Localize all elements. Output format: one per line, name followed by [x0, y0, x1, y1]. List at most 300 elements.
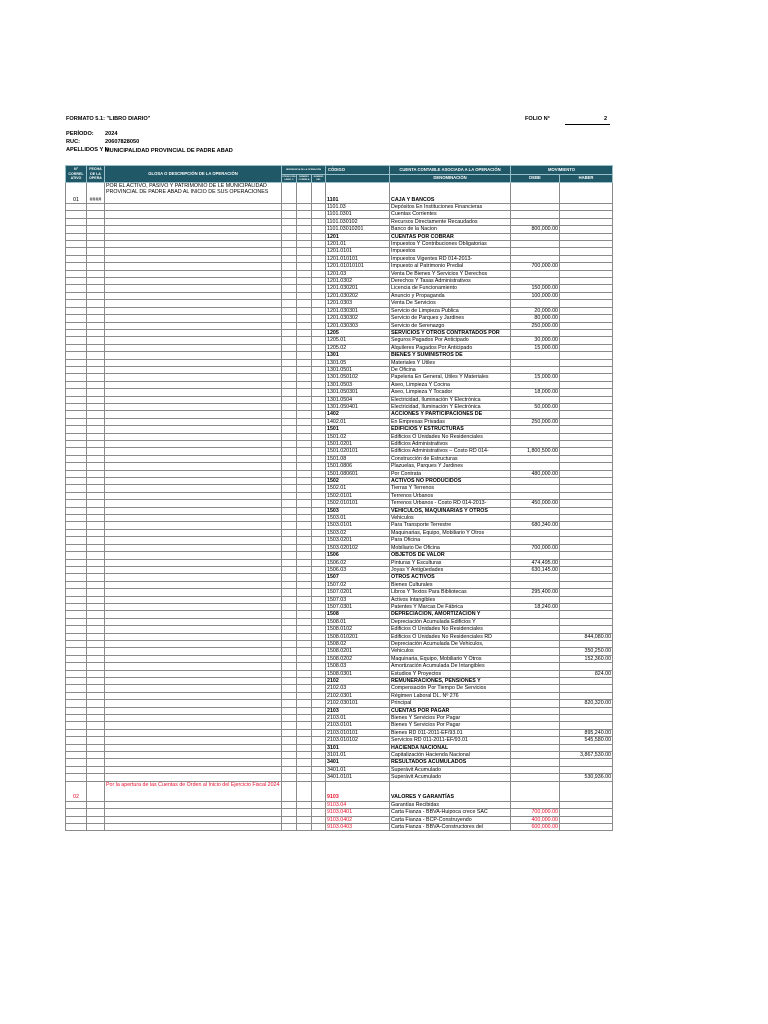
ledger-row: [66, 292, 613, 299]
codigo-cell: 1101.030102: [326, 218, 390, 225]
haber-cell: [560, 233, 613, 240]
glosa-cell: [105, 663, 282, 670]
ref-numero-cell: [297, 574, 312, 581]
ledger-row: [66, 270, 613, 277]
ledger-row: [66, 204, 613, 211]
ref-doc-cell: [312, 374, 326, 381]
ref-doc-cell: [312, 529, 326, 536]
denominacion-cell: REMUNERACIONES, PENSIONES Y: [390, 678, 511, 685]
ref-doc-cell: [312, 411, 326, 418]
ledger-row: [66, 352, 613, 359]
ref-doc-cell: [312, 722, 326, 729]
ledger-row: [66, 478, 613, 485]
glosa-cell: [105, 211, 282, 218]
ref-numero-cell: [297, 366, 312, 373]
ledger-row: [66, 285, 613, 292]
ref-numero-cell: [297, 626, 312, 633]
ref-numero-cell: [297, 344, 312, 351]
fecha-cell: [87, 218, 105, 225]
codigo-cell: 1301.050401: [326, 403, 390, 410]
haber-cell: [560, 396, 613, 403]
ref-numero-cell: [297, 218, 312, 225]
ref-numero-cell: [297, 707, 312, 714]
ref-numero-cell: [297, 396, 312, 403]
ref-doc-cell: [312, 478, 326, 485]
ref-libro-cell: [282, 700, 297, 707]
ref-doc-cell: [312, 700, 326, 707]
debe-cell: 18,000.00: [511, 389, 560, 396]
correlativo-cell: [66, 816, 87, 823]
ref-numero-cell: [297, 823, 312, 830]
haber-cell: [560, 544, 613, 551]
ref-numero-cell: [297, 537, 312, 544]
denominacion-cell: Servicios RD 011-2011-EF/93.01: [390, 737, 511, 744]
denominacion-cell: Edificios O Unidades No Residenciales: [390, 433, 511, 440]
ledger-row: [66, 581, 613, 588]
correlativo-cell: [66, 522, 87, 529]
ref-doc-cell: [312, 596, 326, 603]
debe-cell: [511, 626, 560, 633]
fecha-cell: [87, 692, 105, 699]
ref-numero-cell: [297, 300, 312, 307]
glosa-cell: [105, 766, 282, 773]
ref-libro-cell: [282, 315, 297, 322]
ref-numero-cell: [297, 633, 312, 640]
ref-numero-cell: [297, 183, 312, 204]
denominacion-cell: Depreciación Acumulada De Vehiculos,: [390, 640, 511, 647]
codigo-cell: 1501.080601: [326, 470, 390, 477]
ledger-row: [66, 823, 613, 830]
denominacion-cell: Bienes Y Servicios Por Pagar: [390, 715, 511, 722]
fecha-cell: [87, 441, 105, 448]
ref-doc-cell: [312, 270, 326, 277]
ref-libro-cell: [282, 218, 297, 225]
correlativo-cell: [66, 537, 87, 544]
haber-cell: [560, 278, 613, 285]
codigo-cell: 1201.010101: [326, 255, 390, 262]
correlativo-cell: [66, 774, 87, 781]
fecha-cell: [87, 809, 105, 816]
ref-doc-cell: [312, 285, 326, 292]
correlativo-cell: [66, 322, 87, 329]
correlativo-cell: [66, 352, 87, 359]
fecha-cell: [87, 278, 105, 285]
debe-cell: 30,000.00: [511, 337, 560, 344]
denominacion-cell: Principal: [390, 700, 511, 707]
ref-libro-cell: [282, 611, 297, 618]
haber-cell: [560, 552, 613, 559]
fecha-cell: [87, 463, 105, 470]
denominacion-cell: Papeleria En General, Utiles Y Materiales: [390, 374, 511, 381]
ref-libro-cell: [282, 515, 297, 522]
glosa-cell: [105, 618, 282, 625]
glosa-cell: [105, 633, 282, 640]
debe-cell: [511, 737, 560, 744]
glosa-cell: [105, 441, 282, 448]
ref-doc-cell: [312, 737, 326, 744]
fecha-cell: [87, 552, 105, 559]
ref-libro-cell: [282, 766, 297, 773]
correlativo-cell: [66, 737, 87, 744]
codigo-cell: 1507.0301: [326, 603, 390, 610]
ref-libro-cell: [282, 559, 297, 566]
ledger-row: [66, 596, 613, 603]
denominacion-cell: Superávit Acumulado: [390, 766, 511, 773]
glosa-cell: POR EL ACTIVO, PASIVO Y PATRIMONIO DE LE MUNICIPALIDAD PROVINCIAL DE PADRE ABAD AL INICIO DE SUS OPERACIONES: [105, 183, 282, 204]
correlativo-cell: [66, 300, 87, 307]
codigo-cell: 1201.0303: [326, 300, 390, 307]
ledger-row: [66, 278, 613, 285]
ref-doc-cell: [312, 441, 326, 448]
denominacion-cell: Aseo, Limpieza Y Tocador: [390, 389, 511, 396]
ref-libro-cell: [282, 744, 297, 751]
codigo-cell: 1402: [326, 411, 390, 418]
denominacion-cell: Cuentas Corrientes: [390, 211, 511, 218]
debe-cell: [511, 218, 560, 225]
codigo-cell: 1508.0201: [326, 648, 390, 655]
correlativo-cell: [66, 389, 87, 396]
correlativo-cell: [66, 344, 87, 351]
ref-doc-cell: [312, 292, 326, 299]
correlativo-cell: [66, 315, 87, 322]
glosa-cell: [105, 611, 282, 618]
fecha-cell: [87, 663, 105, 670]
debe-cell: [511, 752, 560, 759]
ref-numero-cell: [297, 618, 312, 625]
codigo-cell: 1201: [326, 233, 390, 240]
ref-libro-cell: [282, 566, 297, 573]
fecha-cell: [87, 823, 105, 830]
fecha-cell: [87, 241, 105, 248]
codigo-cell: 1402.01: [326, 418, 390, 425]
glosa-cell: [105, 737, 282, 744]
denominacion-cell: Estudios Y Proyectos: [390, 670, 511, 677]
ref-numero-cell: [297, 552, 312, 559]
ref-doc-cell: [312, 500, 326, 507]
debe-cell: [511, 515, 560, 522]
periodo-label: PERÍODO:: [66, 131, 94, 137]
header-denominacion: DENOMINACIÓN: [390, 175, 511, 183]
debe-cell: [511, 478, 560, 485]
ref-libro-cell: [282, 581, 297, 588]
ledger-row: [66, 781, 613, 801]
ref-doc-cell: [312, 752, 326, 759]
debe-cell: [511, 663, 560, 670]
ref-libro-cell: [282, 255, 297, 262]
ref-numero-cell: [297, 729, 312, 736]
ref-doc-cell: [312, 552, 326, 559]
ref-numero-cell: [297, 226, 312, 233]
ref-doc-cell: [312, 463, 326, 470]
ledger-row: [66, 507, 613, 514]
glosa-cell: [105, 581, 282, 588]
debe-cell: [511, 426, 560, 433]
ledger-row: [66, 729, 613, 736]
ledger-row: [66, 552, 613, 559]
codigo-cell: 1507: [326, 574, 390, 581]
fecha-cell: [87, 263, 105, 270]
fecha-cell: [87, 737, 105, 744]
correlativo-cell: [66, 744, 87, 751]
denominacion-cell: Bienes Culturales: [390, 581, 511, 588]
debe-cell: [511, 233, 560, 240]
ref-numero-cell: [297, 485, 312, 492]
fecha-cell: [87, 626, 105, 633]
haber-cell: [560, 315, 613, 322]
correlativo-cell: [66, 574, 87, 581]
debe-cell: 400,000.00: [511, 816, 560, 823]
ref-numero-cell: [297, 700, 312, 707]
codigo-cell: 2103.0101: [326, 722, 390, 729]
ledger-row: [66, 374, 613, 381]
ledger-row: [66, 315, 613, 322]
correlativo-cell: [66, 426, 87, 433]
debe-cell: [511, 722, 560, 729]
denominacion-cell: EDIFICIOS Y ESTRUCTURAS: [390, 426, 511, 433]
header-correlativo: N° CORREL ATIVO: [66, 166, 87, 183]
correlativo-cell: [66, 278, 87, 285]
haber-cell: [560, 816, 613, 823]
ref-numero-cell: [297, 781, 312, 801]
glosa-cell: [105, 559, 282, 566]
glosa-cell: [105, 537, 282, 544]
ref-numero-cell: [297, 759, 312, 766]
denominacion-cell: Libros Y Textos Para Bibliotecas: [390, 589, 511, 596]
ref-libro-cell: [282, 670, 297, 677]
ref-numero-cell: [297, 500, 312, 507]
ref-doc-cell: [312, 537, 326, 544]
ref-libro-cell: [282, 522, 297, 529]
debe-cell: [511, 183, 560, 204]
correlativo-cell: [66, 544, 87, 551]
codigo-cell: 1508.02: [326, 640, 390, 647]
glosa-cell: [105, 322, 282, 329]
denominacion-cell: Pinturas Y Esculturas: [390, 559, 511, 566]
ref-numero-cell: [297, 752, 312, 759]
codigo-cell: 3101.01: [326, 752, 390, 759]
codigo-cell: 2102.03: [326, 685, 390, 692]
ref-numero-cell: [297, 403, 312, 410]
glosa-cell: [105, 396, 282, 403]
ref-numero-cell: [297, 737, 312, 744]
fecha-cell: [87, 411, 105, 418]
haber-cell: [560, 255, 613, 262]
glosa-cell: [105, 700, 282, 707]
codigo-cell: 1301.0503: [326, 381, 390, 388]
debe-cell: 680,340.00: [511, 522, 560, 529]
ref-libro-cell: [282, 596, 297, 603]
glosa-cell: Por la apertura de las Cuentas de Orden al Inicio del Ejercicio Fiscal 2024: [105, 781, 282, 801]
correlativo-cell: [66, 359, 87, 366]
ref-libro-cell: [282, 455, 297, 462]
ref-numero-cell: [297, 352, 312, 359]
correlativo-cell: [66, 823, 87, 830]
haber-cell: [560, 722, 613, 729]
denominacion-cell: Electricidad, Iluminación Y Electrónica: [390, 396, 511, 403]
ref-libro-cell: [282, 411, 297, 418]
haber-cell: [560, 441, 613, 448]
ref-numero-cell: [297, 270, 312, 277]
glosa-cell: [105, 809, 282, 816]
ref-doc-cell: [312, 307, 326, 314]
fecha-cell: [87, 816, 105, 823]
codigo-cell: 1501.0806: [326, 463, 390, 470]
ref-libro-cell: [282, 774, 297, 781]
ref-numero-cell: [297, 566, 312, 573]
haber-cell: 350,250.00: [560, 648, 613, 655]
glosa-cell: [105, 337, 282, 344]
denominacion-cell: Depreciación Acumulada Edificios Y: [390, 618, 511, 625]
fecha-cell: [87, 448, 105, 455]
glosa-cell: [105, 455, 282, 462]
fecha-cell: [87, 389, 105, 396]
ref-numero-cell: [297, 248, 312, 255]
debe-cell: [511, 552, 560, 559]
ledger-row: [66, 211, 613, 218]
ledger-row: [66, 633, 613, 640]
correlativo-cell: [66, 248, 87, 255]
ref-libro-cell: [282, 292, 297, 299]
ref-libro-cell: [282, 211, 297, 218]
correlativo-cell: [66, 263, 87, 270]
haber-cell: [560, 344, 613, 351]
fecha-cell: [87, 352, 105, 359]
debe-cell: 700,000.00: [511, 544, 560, 551]
denominacion-cell: Para Transporte Terrestre: [390, 522, 511, 529]
codigo-cell: 1201.0302: [326, 278, 390, 285]
ref-doc-cell: [312, 241, 326, 248]
glosa-cell: [105, 352, 282, 359]
ref-doc-cell: [312, 809, 326, 816]
ledger-row: [66, 655, 613, 662]
ref-libro-cell: [282, 300, 297, 307]
debe-cell: 15,000.00: [511, 374, 560, 381]
codigo-cell: 1508: [326, 611, 390, 618]
ref-doc-cell: [312, 566, 326, 573]
correlativo-cell: [66, 809, 87, 816]
debe-cell: [511, 781, 560, 801]
ledger-row: [66, 544, 613, 551]
codigo-cell: 1301.05: [326, 359, 390, 366]
ref-doc-cell: [312, 448, 326, 455]
ref-numero-cell: [297, 204, 312, 211]
codigo-cell: 1201.030303: [326, 322, 390, 329]
ledger-row: [66, 529, 613, 536]
codigo-cell: 1507.03: [326, 596, 390, 603]
denominacion-cell: Terrenos Urbanos - Costo RD 014-2013-: [390, 500, 511, 507]
codigo-cell: 9103: [326, 781, 390, 801]
ref-numero-cell: [297, 816, 312, 823]
ref-doc-cell: [312, 485, 326, 492]
haber-cell: [560, 781, 613, 801]
haber-cell: 844,080.00: [560, 633, 613, 640]
debe-cell: 295,400.00: [511, 589, 560, 596]
fecha-cell: [87, 322, 105, 329]
debe-cell: [511, 655, 560, 662]
ledger-row: [66, 640, 613, 647]
ref-libro-cell: [282, 403, 297, 410]
ref-libro-cell: [282, 396, 297, 403]
ref-doc-cell: [312, 648, 326, 655]
correlativo-cell: [66, 292, 87, 299]
codigo-cell: 1506: [326, 552, 390, 559]
haber-cell: [560, 270, 613, 277]
debe-cell: [511, 455, 560, 462]
codigo-cell: 3401: [326, 759, 390, 766]
ref-numero-cell: [297, 648, 312, 655]
codigo-cell: 1503.0201: [326, 537, 390, 544]
ref-doc-cell: [312, 589, 326, 596]
haber-cell: [560, 715, 613, 722]
haber-cell: [560, 707, 613, 714]
codigo-cell: 1301.050301: [326, 389, 390, 396]
haber-cell: [560, 500, 613, 507]
debe-cell: 250,000.00: [511, 418, 560, 425]
ref-numero-cell: [297, 448, 312, 455]
codigo-cell: 1301.050102: [326, 374, 390, 381]
debe-cell: [511, 300, 560, 307]
glosa-cell: [105, 285, 282, 292]
ref-numero-cell: [297, 774, 312, 781]
ref-libro-cell: [282, 241, 297, 248]
ref-libro-cell: [282, 204, 297, 211]
glosa-cell: [105, 648, 282, 655]
glosa-cell: [105, 226, 282, 233]
ref-libro-cell: [282, 478, 297, 485]
correlativo-cell: [66, 581, 87, 588]
debe-cell: 800,000.00: [511, 226, 560, 233]
ref-libro-cell: [282, 366, 297, 373]
glosa-cell: [105, 574, 282, 581]
fecha-cell: [87, 315, 105, 322]
codigo-cell: 1507.02: [326, 581, 390, 588]
glosa-cell: [105, 248, 282, 255]
ref-libro-cell: [282, 589, 297, 596]
ref-libro-cell: [282, 737, 297, 744]
codigo-cell: 1501: [326, 426, 390, 433]
fecha-cell: [87, 759, 105, 766]
glosa-cell: [105, 522, 282, 529]
haber-cell: 530,936.00: [560, 774, 613, 781]
haber-cell: [560, 204, 613, 211]
haber-cell: [560, 463, 613, 470]
glosa-cell: [105, 463, 282, 470]
haber-cell: [560, 507, 613, 514]
correlativo-cell: 01: [66, 183, 87, 204]
denominacion-cell: Mobiliario De Oficina: [390, 544, 511, 551]
ref-doc-cell: [312, 515, 326, 522]
correlativo-cell: [66, 529, 87, 536]
correlativo-cell: [66, 655, 87, 662]
debe-cell: [511, 366, 560, 373]
denominacion-cell: Venta De Servicios: [390, 300, 511, 307]
codigo-cell: 1508.0301: [326, 670, 390, 677]
codigo-cell: 1205.02: [326, 344, 390, 351]
debe-cell: [511, 670, 560, 677]
ref-doc-cell: [312, 685, 326, 692]
codigo-cell: 1508.03: [326, 663, 390, 670]
ref-doc-cell: [312, 183, 326, 204]
ref-doc-cell: [312, 633, 326, 640]
ref-doc-cell: [312, 663, 326, 670]
debe-cell: [511, 618, 560, 625]
fecha-cell: [87, 715, 105, 722]
glosa-cell: [105, 241, 282, 248]
ref-numero-cell: [297, 455, 312, 462]
ref-numero-cell: [297, 241, 312, 248]
ledger-row: [66, 463, 613, 470]
debe-cell: [511, 359, 560, 366]
